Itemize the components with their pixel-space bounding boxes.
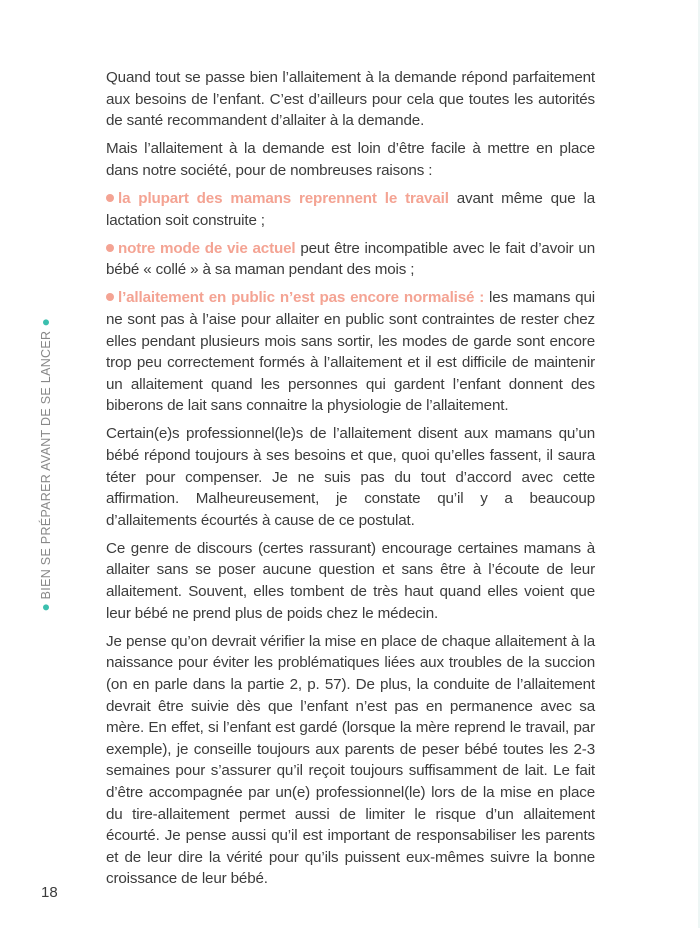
- teal-dot-icon: [43, 604, 49, 610]
- bullet-highlight: la plupart des mamans reprennent le travail: [118, 189, 449, 207]
- bullet-item: [106, 238, 595, 281]
- teal-dot-icon: [43, 320, 49, 326]
- paragraph: Ce genre de discours (certes rassurant) encourage certaines mamans à allaiter sans se poser aucune question et sans être à l’écoute de leur allaitement. Souvent, elles tombent de très haut quand elles voient que leur bébé ne prend plus de poids chez le médecin.: [106, 539, 595, 622]
- bullet-dot-icon: [106, 194, 114, 202]
- body-text: [106, 67, 595, 896]
- bullet-dot-icon: [106, 293, 114, 301]
- bullet-highlight: l’allaitement en public n’est pas encore normalisé :: [118, 289, 485, 307]
- paragraph: Certain(e)s professionnel(le)s de l’allaitement disent aux mamans qu’un bébé répond toujours à ses besoins et que, quoi qu’elles fassent, il saura téter pour compenser. Je ne suis pas du tout d’accord avec cette affirmation. Malheureusement, je constate qu’il y a beaucoup d’allaitements écourtés à cause de ce postulat.: [106, 425, 595, 529]
- bullet-text: les mamans qui ne sont pas à l’aise pour allaiter en public sont contraintes de rester chez elles pendant plusieurs mois sans sortir, les modes de garde sont encore trop peu correctement formés à l’allaitement et il est difficile de maintenir un allaitement quand les personnes qui gardent l’enfant donnent des biberons de lait sans connaitre la physiologie de l’allaitement.: [106, 289, 595, 415]
- paragraph: Quand tout se passe bien l’allaitement à la demande répond parfaitement aux besoins de l’enfant. C’est d’ailleurs pour cela que toutes les autorités de santé recommandent d’allaiter à la demande.: [106, 69, 595, 130]
- running-side-title: [39, 320, 53, 611]
- bullet-highlight: notre mode de vie actuel: [118, 239, 296, 257]
- bullet-item: [106, 287, 595, 417]
- page-number: 18: [41, 884, 58, 901]
- paragraph: Mais l’allaitement à la demande est loin d’être facile à mettre en place dans notre société, pour de nombreuses raisons :: [106, 140, 595, 179]
- side-title-text: BIEN SE PRÉPARER AVANT DE SE LANCER: [39, 330, 53, 600]
- bullet-item: [106, 188, 595, 231]
- bullet-text: avant même que la lactation soit construite ;: [106, 189, 595, 229]
- bullet-dot-icon: [106, 244, 114, 252]
- bullet-text: peut être incompatible avec le fait d’avoir un bébé « collé » à sa maman pendant des mois ;: [106, 239, 596, 279]
- paragraph: Je pense qu’on devrait vérifier la mise en place de chaque allaitement à la naissance pour éviter les problématiques liées aux troubles de la succion (on en parle dans la partie 2, p. 57). De plus, la conduite de l’allaitement devrait être suivie dès que l’enfant n’est pas en permanence avec sa mère. En effet, si l’enfant est gardé (lorsque la mère reprend le travail, par exemple), je conseille toujours aux parents de peser bébé toutes les 2-3 semaines pour s’assurer qu’il reçoit toujours suffisamment de lait. Le fait d’être accompagnée par un(e) professionnel(le) lors de la mise en place du tire-allaitement permet aussi de limiter le risque d’un allaitement écourté. Je pense aussi qu’il est important de responsabiliser les parents et de leur dire la vérité pour qu’ils puissent eux-mêmes suivre la bonne croissance de leur bébé.: [106, 632, 595, 888]
